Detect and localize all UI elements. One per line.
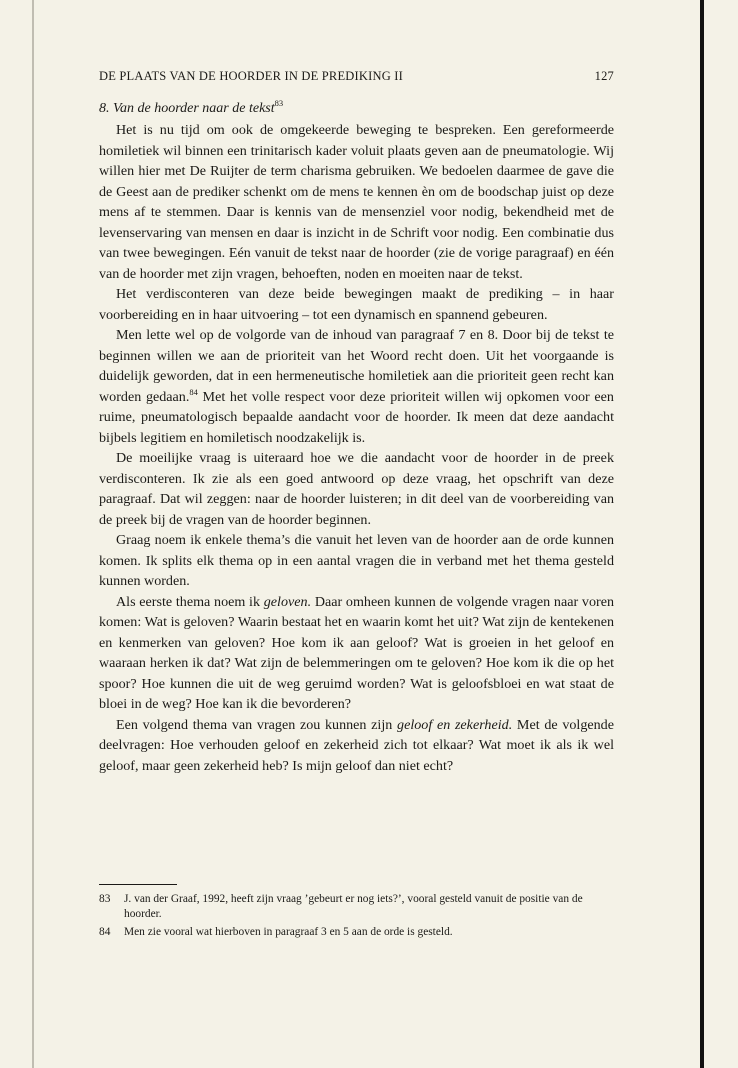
page-number: 127 (594, 69, 614, 83)
footnote-83 (99, 892, 614, 922)
footnote-divider (99, 884, 177, 885)
running-header (99, 69, 614, 87)
paragraph-text: Men lette wel op de volgorde van de inhoud van paragraaf 7 en 8. Door bij de tekst te beginnen willen we aan de prioriteit van het Woord recht doen. Uit het voorgaande is duidelijk geworden, dat in een hermeneutische homiletiek aan die prioriteit geen recht kan worden gedaan. (99, 327, 614, 405)
paragraph (99, 325, 614, 448)
paragraph-text: Daar omheen kunnen de volgende vragen naar voren komen: Wat is geloven? Waarin bestaat het en waarin komt het uit? Wat zijn de kentekenen en kenmerken van geloven? Hoe kom ik aan geloof? Wat is groeien in het geloof en waaraan herken ik dat? Wat zijn de belemmeringen om te geloven? Hoe kom ik die op het spoor? Hoe kunnen die uit de weg geruimd worden? Wat is geloofsbloei en wat staat de bloei in de weg? Hoe kan ik die bevorderen? (99, 593, 614, 712)
running-title: DE PLAATS VAN DE HOORDER IN DE PREDIKING II (99, 69, 403, 83)
paragraph-text: Met het volle respect voor deze prioriteit willen wij opkomen voor een ruime, pneumatologisch bepaalde aandacht voor de hoorder. Ik meen dat deze aandacht bijbels legitiem en homiletisch noodzakelijk is. (99, 388, 614, 446)
footnote-ref-83[interactable]: 83 (274, 98, 284, 108)
footnote-number: 84 (99, 925, 111, 938)
page-edge-left (32, 0, 34, 1068)
paragraph (99, 592, 614, 715)
paragraph: Het is nu tijd om ook de omgekeerde beweging te bespreken. Een gereformeerde homiletiek wil binnen een trinitarisch kader voluit plaats geven aan de pneumatologie. Wij willen hier met De Ruijter de term charisma gebruiken. We bedoelen daarmee de gave die de Geest aan de prediker schenkt om de mens te kennen èn om de boodschap juist op deze mens af te stemmen. Daar is kennis van de mensenziel voor nodig, bekendheid met de levenservaring van mensen en daar is inzicht in de Schrift voor nodig. Een combinatie dus van twee bewegingen. Eén vanuit de tekst naar de hoorder (zie de vorige paragraaf) en één van de hoorder met zijn vragen, behoeften, noden en moeiten naar de tekst. (99, 122, 614, 282)
emphasis-geloven: geloven. (263, 593, 312, 610)
footnote-text: Men zie vooral wat hierboven in paragraaf 3 en 5 aan de orde is gesteld. (124, 925, 453, 938)
emphasis-geloof-en-zekerheid: geloof en zekerheid. (397, 716, 513, 733)
paragraph: De moeilijke vraag is uiteraard hoe we die aandacht voor de hoorder in de preek verdisconteren. Ik zie als een goed antwoord op deze vraag, het opschrift van deze paragraaf. Dat wil zeggen: naar de hoorder luisteren; in dit deel van de voorbereiding van de preek bij de vragen van de hoorder beginnen. (99, 450, 614, 528)
paragraph-text: Als eerste thema noem ik (116, 593, 264, 610)
footnote-number: 83 (99, 893, 111, 905)
paragraph-text: Met de volgende deelvragen: Hoe verhouden geloof en zekerheid zich tot elkaar? Wat moet ik als ik wel geloof, maar geen zekerheid heb? Is mijn geloof dan niet echt? (99, 716, 614, 774)
footnote-text: J. van der Graaf, 1992, heeft zijn vraag ’gebeurt er nog iets?’, vooral gesteld vanuit de positie van de hoorder. (124, 893, 583, 920)
body-text (99, 120, 614, 776)
paragraph (99, 715, 614, 777)
section-heading-text: 8. Van de hoorder naar de tekst (99, 101, 275, 116)
paragraph: Het verdisconteren van deze beide bewegingen maakt de prediking – in haar voorbereiding en in haar uitvoering – tot een dynamisch en spannend gebeuren. (99, 286, 614, 323)
page-edge-right (700, 0, 704, 1068)
paragraph-text: Een volgend thema van vragen zou kunnen zijn (116, 716, 398, 733)
footnotes (99, 892, 614, 942)
footnote-ref-84[interactable]: 84 (189, 386, 198, 397)
section-heading (99, 98, 284, 117)
footnote-84 (99, 925, 614, 940)
paragraph: Graag noem ik enkele thema’s die vanuit het leven van de hoorder aan de orde kunnen komen. Ik splits elk thema op in een aantal vragen die in verband met het thema gesteld kunnen worden. (99, 532, 614, 589)
